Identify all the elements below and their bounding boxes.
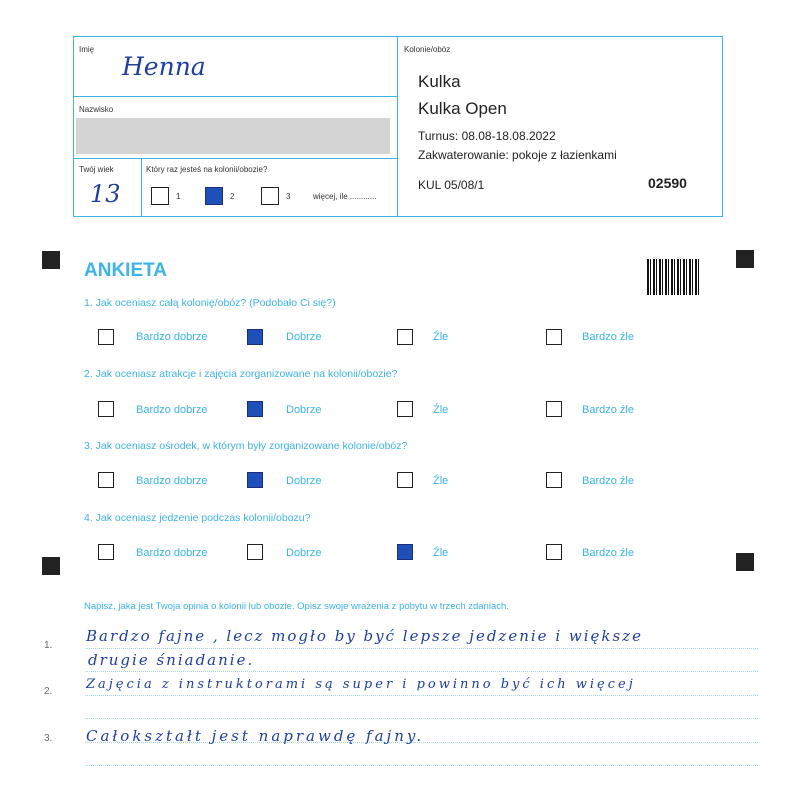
line-number-1: 1. xyxy=(44,640,53,651)
q1-option-bardzo-dobrze-checkbox[interactable] xyxy=(98,329,114,345)
q3-option-zle-checkbox[interactable] xyxy=(397,472,413,488)
q3-option-bardzo-dobrze-label: Bardzo dobrze xyxy=(136,475,208,487)
q4-option-zle-label: Źle xyxy=(433,547,449,559)
divider-age xyxy=(141,158,142,217)
line-number-2: 2. xyxy=(44,686,53,697)
q4-option-bardzo-zle-label: Bardzo źle xyxy=(582,547,634,559)
q2-option-dobrze-checkbox[interactable] xyxy=(247,401,263,417)
q4-option-bardzo-dobrze-checkbox[interactable] xyxy=(98,544,114,560)
accommodation: Zakwaterowanie: pokoje z łazienkami xyxy=(418,148,617,162)
q1-option-dobrze-checkbox[interactable] xyxy=(247,329,263,345)
times-checkbox-1[interactable] xyxy=(151,187,169,205)
age-value[interactable]: 13 xyxy=(90,180,121,208)
registration-mark-top-left xyxy=(42,251,60,269)
registration-mark-bottom-left xyxy=(42,557,60,575)
answer-line-2[interactable]: Zajęcia z instruktorami są super i powinno być ich więcej xyxy=(86,677,636,692)
name-label: Imię xyxy=(79,45,95,54)
times-option-2: 2 xyxy=(230,192,235,201)
question-2: 2. Jak oceniasz atrakcje i zajęcia zorganizowane na kolonii/obozie? xyxy=(84,368,398,380)
times-option-3: 3 xyxy=(286,192,291,201)
q4-option-dobrze-checkbox[interactable] xyxy=(247,544,263,560)
barcode xyxy=(647,259,701,295)
registration-mark-top-right xyxy=(736,250,754,268)
q1-option-bardzo-zle-checkbox[interactable] xyxy=(546,329,562,345)
q1-option-dobrze-label: Dobrze xyxy=(286,331,322,343)
question-4: 4. Jak oceniasz jedzenie podczas kolonii/obozu? xyxy=(84,512,311,524)
question-3: 3. Jak oceniasz ośrodek, w którym były zorganizowane kolonie/obóz? xyxy=(84,440,408,452)
q4-option-dobrze-label: Dobrze xyxy=(286,547,322,559)
times-label: Który raz jesteś na kolonii/obozie? xyxy=(146,165,268,174)
divider-vertical xyxy=(397,36,398,217)
q4-option-bardzo-dobrze-label: Bardzo dobrze xyxy=(136,547,208,559)
answer-line xyxy=(85,765,758,766)
q2-option-bardzo-zle-label: Bardzo źle xyxy=(582,404,634,416)
times-checkbox-3[interactable] xyxy=(261,187,279,205)
form-number: 02590 xyxy=(648,175,687,191)
answer-line-1[interactable]: Bardzo fajne , lecz mogło by być lepsze jedzenie i większe xyxy=(86,627,643,645)
answer-line-1b[interactable]: drugie śniadanie. xyxy=(88,651,255,669)
name-value[interactable]: Henna xyxy=(122,52,206,81)
times-option-1: 1 xyxy=(176,192,181,201)
camp-sub: Kulka Open xyxy=(418,99,507,118)
camp-label: Kolonie/obóz xyxy=(404,45,451,54)
divider-surname xyxy=(73,158,398,159)
q3-option-dobrze-label: Dobrze xyxy=(286,475,322,487)
registration-mark-bottom-right xyxy=(736,553,754,571)
q4-option-bardzo-zle-checkbox[interactable] xyxy=(546,544,562,560)
q2-option-bardzo-dobrze-label: Bardzo dobrze xyxy=(136,404,208,416)
q1-option-zle-label: Źle xyxy=(433,331,449,343)
q1-option-bardzo-dobrze-label: Bardzo dobrze xyxy=(136,331,208,343)
age-label: Twój wiek xyxy=(79,165,114,174)
q3-option-zle-label: Źle xyxy=(433,475,449,487)
times-checkbox-2[interactable] xyxy=(205,187,223,205)
divider-name xyxy=(73,96,398,97)
turnus: Turnus: 08.08-18.08.2022 xyxy=(418,129,556,143)
answer-line-3[interactable]: Całokształt jest naprawdę fajny. xyxy=(86,727,425,745)
camp-code: KUL 05/08/1 xyxy=(418,178,485,192)
times-more: więcej, ile ............ xyxy=(313,192,377,201)
q3-option-bardzo-zle-checkbox[interactable] xyxy=(546,472,562,488)
q2-option-bardzo-dobrze-checkbox[interactable] xyxy=(98,401,114,417)
answer-line xyxy=(85,695,758,696)
answer-line xyxy=(85,718,758,719)
surname-label: Nazwisko xyxy=(79,105,114,114)
question-1: 1. Jak oceniasz całą kolonię/obóz? (Podobało Ci się?) xyxy=(84,297,336,309)
opinion-prompt: Napisz, jaka jest Twoja opinia o kolonii lub obozie. Opisz swoje wrażenia z pobytu w trzech zdaniach. xyxy=(84,601,509,612)
q2-option-dobrze-label: Dobrze xyxy=(286,404,322,416)
q3-option-bardzo-dobrze-checkbox[interactable] xyxy=(98,472,114,488)
camp-name: Kulka xyxy=(418,72,461,91)
answer-line xyxy=(85,648,758,649)
answer-line xyxy=(85,671,758,672)
surname-redaction xyxy=(76,118,390,154)
q2-option-zle-label: Źle xyxy=(433,404,449,416)
q1-option-zle-checkbox[interactable] xyxy=(397,329,413,345)
q1-option-bardzo-zle-label: Bardzo źle xyxy=(582,331,634,343)
q2-option-bardzo-zle-checkbox[interactable] xyxy=(546,401,562,417)
survey-title: ANKIETA xyxy=(84,260,168,281)
q4-option-zle-checkbox[interactable] xyxy=(397,544,413,560)
q3-option-dobrze-checkbox[interactable] xyxy=(247,472,263,488)
q2-option-zle-checkbox[interactable] xyxy=(397,401,413,417)
q3-option-bardzo-zle-label: Bardzo źle xyxy=(582,475,634,487)
line-number-3: 3. xyxy=(44,733,53,744)
